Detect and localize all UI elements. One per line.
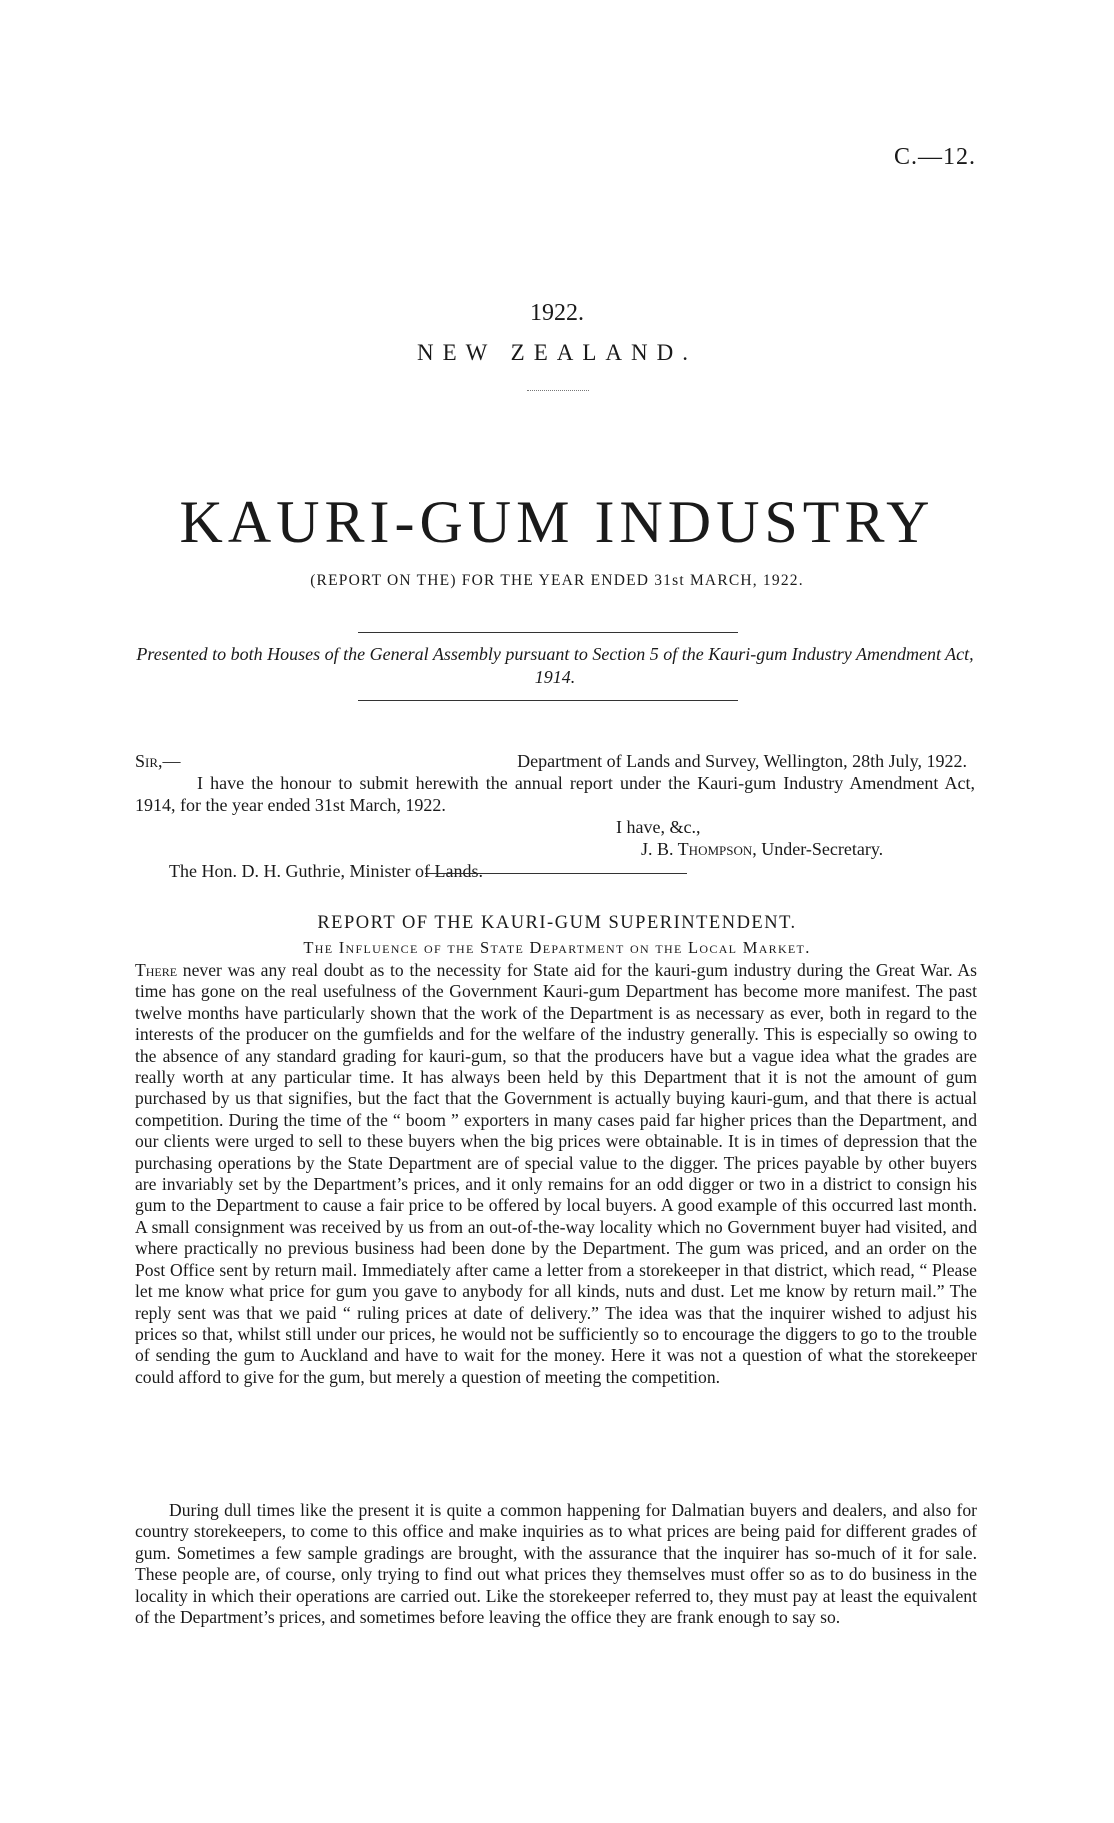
divider-rule bbox=[358, 632, 738, 633]
paragraph-text: never was any real doubt as to the necessity for State aid for the kauri-gum industry during the Great War. As time has gone on the real usefulness of the Government Kauri-gum Department has become more manifest. The past twelve months have particularly shown that the work of the Department is as necessary as ever, both in regard to the interests of the producer on the gumfields and for the welfare of the industry generally. This is especially so owing to the absence of any standard grading for kauri-gum, so that the producers have but a vague idea what the grades are really worth at any particular time. It has always been held by this Department that it is not the amount of gum purchased by us that signifies, but the fact that the Government is actually buying kauri-gum, and that there is actual competition. During the time of the “ boom ” exporters in many cases paid far higher prices than the Department, and our clients were urged to sell to these buyers when the big prices were obtainable. It is in times of depression that the purchasing operations by the State Department are of special value to the digger. The prices payable by other buyers are invariably set by the Department’s prices, and it only remains for an odd digger or two in a district to consign his gum to the Department to cause a fair price to be offered by local buyers. A good example of this occurred last month. A small consignment was received by us from an out-of-the-way locality which no Government buyer had visited, and where practically no previous business had been done by the Department. The gum was priced, and an order on the Post Office sent by return mail. Immediately after came a letter from a storekeeper in that district, which read, “ Please let me know what price for gum you gave to anybody for all kinds, nuts and dust. Let me know by return mail.” The reply sent was that we paid “ ruling prices at date of delivery.” The idea was that the inquirer wished to adjust his prices so that, whilst still under our prices, he would not be sufficiently so to encourage the diggers to go to the trouble of sending the gum to Auckland and have to wait for the money. Here it was not a question of what the storekeeper could afford to give for the gum, but merely a question of meeting the competition. bbox=[135, 960, 977, 1387]
letter-closing: I have, &c., bbox=[616, 817, 701, 837]
country-heading: NEW ZEALAND. bbox=[416, 340, 698, 365]
document-subtitle: (REPORT ON THE) FOR THE YEAR ENDED 31st MARCH, 1922. bbox=[310, 572, 804, 589]
letter-signature bbox=[641, 838, 883, 860]
report-title: REPORT OF THE KAURI-GUM SUPERINTENDENT. bbox=[317, 913, 797, 933]
section-heading: The Influence of the State Department on the Local Market. bbox=[303, 938, 811, 957]
report-paragraph bbox=[135, 960, 977, 1388]
paragraph-lead-word: There bbox=[135, 960, 178, 980]
letter-salutation: Sir,— bbox=[135, 751, 181, 771]
document-reference: C.—12. bbox=[893, 144, 976, 170]
presentation-note: Presented to both Houses of the General Assembly pursuant to Section 5 of the Kauri-gum Industry Amendment Act, 1914. bbox=[136, 644, 974, 687]
letter-body: I have the honour to submit herewith the annual report under the Kauri-gum Industry Amendment Act, 1914, for the year ended 31st March, 1922. bbox=[135, 773, 975, 815]
divider-rule bbox=[358, 700, 738, 701]
signatory-name: J. B. Thompson, bbox=[641, 839, 757, 859]
dotted-divider bbox=[527, 390, 589, 391]
document-title: KAURI-GUM INDUSTRY bbox=[179, 489, 935, 555]
letter-dateline: Department of Lands and Survey, Wellington, 28th July, 1922. bbox=[517, 751, 967, 771]
divider-rule bbox=[425, 873, 687, 874]
signatory-title: Under-Secretary. bbox=[761, 839, 884, 859]
report-paragraph bbox=[135, 1500, 977, 1628]
paragraph-text: During dull times like the present it is quite a common happening for Dalmatian buyers and dealers, and also for country storekeepers, to come to this office and make inquiries as to what prices are being paid for different grades of gum. Sometimes a few sample gradings are brought, with the assurance that the inquirer has so-much of it for sale. These people are, of course, only trying to find out what prices they themselves must offer so as to do business in the locality in which their operations are carried out. Like the storekeeper referred to, they must pay at least the equivalent of the Department’s prices, and sometimes before leaving the office they are frank enough to say so. bbox=[135, 1500, 977, 1628]
document-year: 1922. bbox=[530, 300, 584, 326]
letter-addressee: The Hon. D. H. Guthrie, Minister of Lands. bbox=[169, 861, 483, 881]
